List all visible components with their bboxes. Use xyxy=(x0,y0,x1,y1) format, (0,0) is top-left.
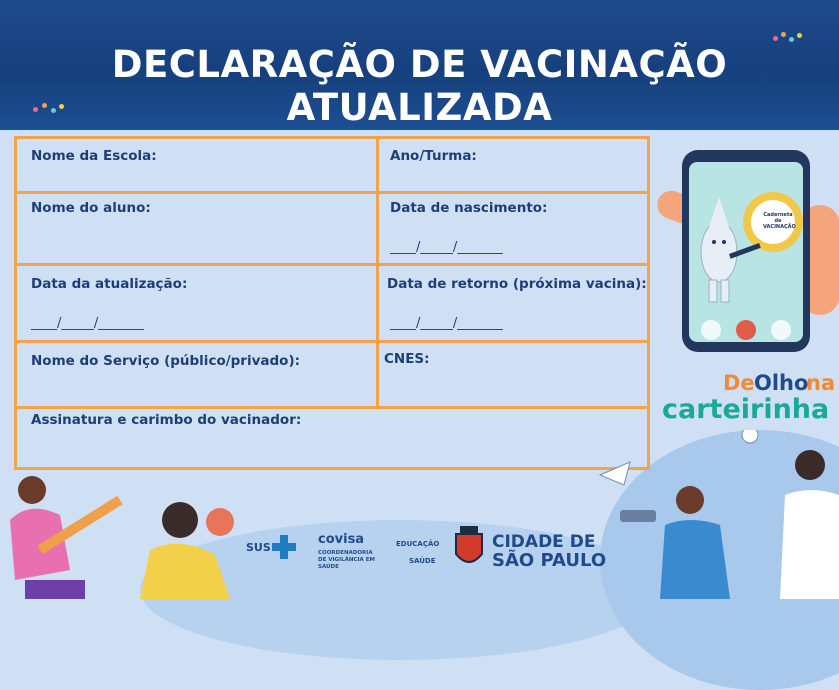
vaccination-booklet-label: Caderneta de VACINAÇÃO xyxy=(763,212,796,230)
school-name-field[interactable]: Nome da Escola: xyxy=(31,148,157,164)
form-divider xyxy=(14,340,650,343)
sus-cross-icon xyxy=(272,535,296,559)
birth-date-field[interactable]: Data de nascimento: xyxy=(390,200,548,216)
page-title: DECLARAÇÃO DE VACINAÇÃO ATUALIZADA xyxy=(111,43,728,129)
saude-label: SAÚDE xyxy=(409,557,436,565)
form-divider xyxy=(14,191,650,194)
birth-date-blank[interactable]: ____/_____/_______ xyxy=(390,240,503,255)
year-class-field[interactable]: Ano/Turma: xyxy=(390,148,477,164)
form-divider xyxy=(376,136,379,408)
covisa-subtitle: COORDENADORIA DE VIGILÂNCIA EM SAÚDE xyxy=(318,550,375,570)
sus-logo: SUS xyxy=(246,541,271,554)
musician-illustration xyxy=(0,460,250,599)
form-divider xyxy=(14,263,650,266)
signature-field[interactable]: Assinatura e carimbo do vacinador: xyxy=(31,412,302,428)
cidade-label: CIDADE DE xyxy=(492,532,596,552)
phone-illustration xyxy=(682,150,810,352)
phone-screen xyxy=(689,162,803,342)
campaign-logo-na: na xyxy=(806,371,836,395)
covisa-logo: covisa xyxy=(318,532,365,547)
sao-paulo-coat-of-arms-icon xyxy=(452,526,486,570)
return-date-blank[interactable]: ____/_____/_______ xyxy=(390,316,503,331)
kids-illustration xyxy=(590,430,839,599)
campaign-logo-olho: Olho xyxy=(754,371,809,395)
return-date-field[interactable]: Data de retorno (próxima vacina): xyxy=(387,276,647,292)
educacao-label: EDUCAÇÃO xyxy=(396,540,440,548)
campaign-logo-carteirinha: carteirinha xyxy=(662,394,830,425)
service-name-field[interactable]: Nome do Serviço (público/privado): xyxy=(31,353,301,369)
form-divider xyxy=(14,406,650,409)
header-banner xyxy=(0,0,839,130)
update-date-blank[interactable]: ____/_____/_______ xyxy=(31,316,144,331)
sao-paulo-label: SÃO PAULO xyxy=(492,550,607,571)
cnes-field[interactable]: CNES: xyxy=(384,351,430,367)
mascot-illustration xyxy=(689,162,803,342)
campaign-logo-de: De xyxy=(723,371,755,395)
update-date-field[interactable]: Data da atualização: xyxy=(31,276,188,292)
student-name-field[interactable]: Nome do aluno: xyxy=(31,200,151,216)
